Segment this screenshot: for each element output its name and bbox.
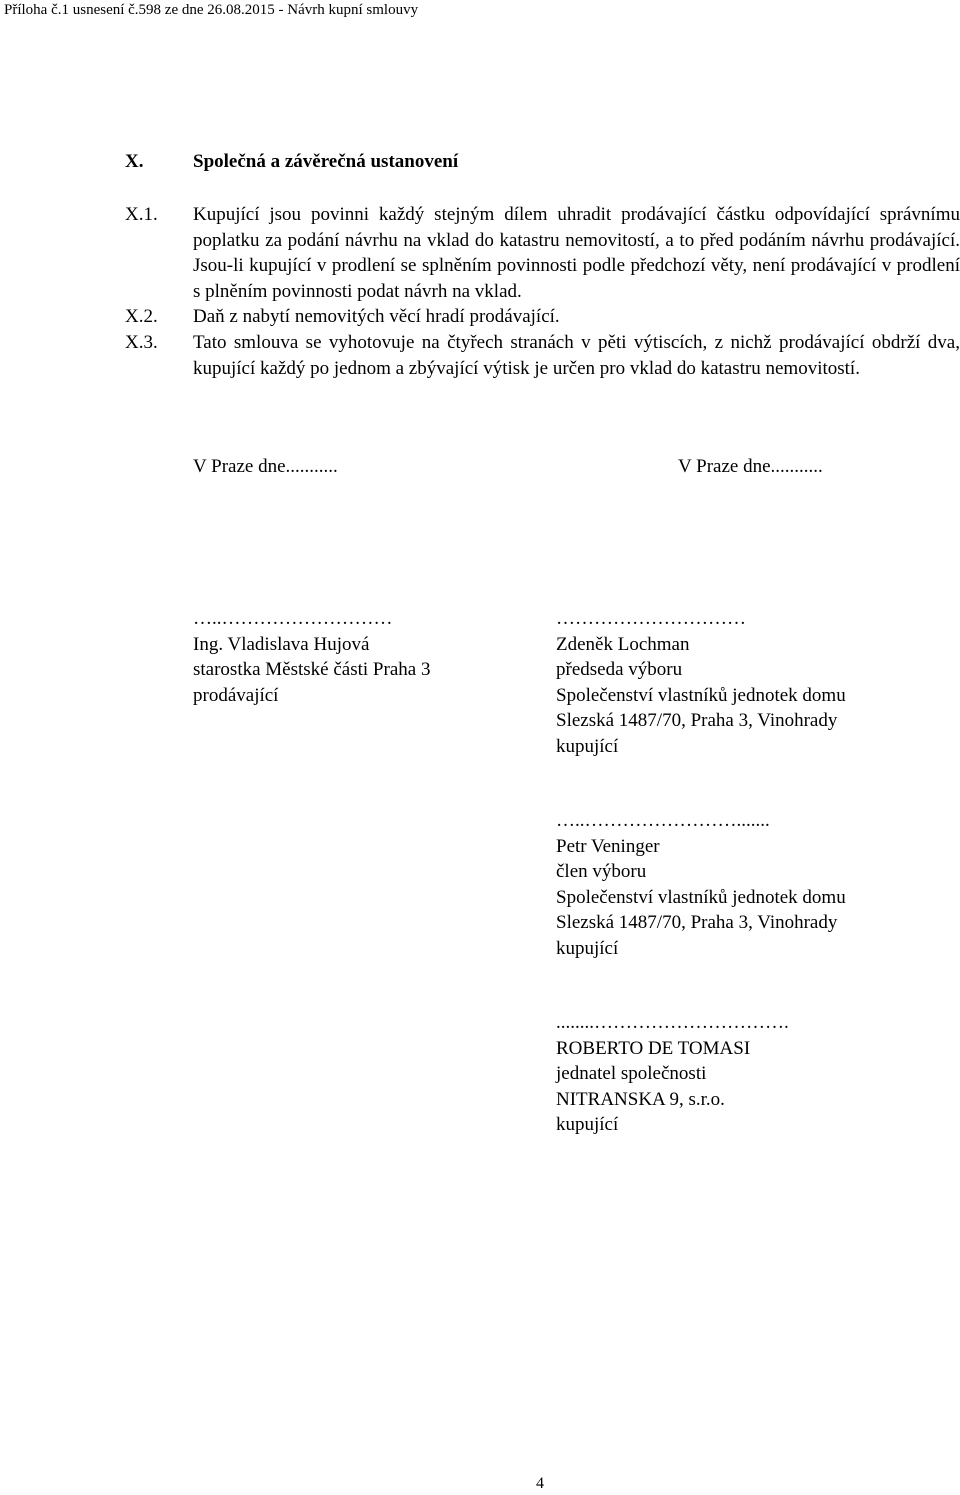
clause-number: X.2.: [125, 306, 158, 327]
signatory-role: předseda výboru: [556, 659, 683, 680]
signatory-role: starostka Městské části Praha 3: [193, 659, 431, 680]
place-date-buyers: V Praze dne...........: [678, 456, 823, 477]
signatory-organization: Společenství vlastníků jednotek domu: [556, 886, 846, 908]
signature-line: …………………………: [556, 608, 746, 629]
clause-text: Tato smlouva se vyhotovuje na čtyřech stranách v pěti výtiscích, z nichž prodávající obdrží dva, kupující každý po jednom a zbývající výtisk je určen pro vklad do katastru nemovitostí.: [193, 332, 960, 379]
signature-line: …..…………………….......: [556, 810, 770, 831]
signatory-address: Slezská 1487/70, Praha 3, Vinohrady: [556, 912, 838, 933]
signatory-address: Slezská 1487/70, Praha 3, Vinohrady: [556, 710, 838, 731]
signatory-name: Petr Veninger: [556, 835, 660, 857]
clause-text: Daň z nabytí nemovitých věcí hradí prodávající.: [193, 306, 560, 327]
signatory-party: kupující: [556, 1114, 619, 1135]
signature-block-buyer-2: [556, 808, 846, 961]
document-header-note: Příloha č.1 usnesení č.598 ze dne 26.08.2015 - Návrh kupní smlouvy: [4, 2, 419, 18]
signatory-organization: NITRANSKA 9, s.r.o.: [556, 1088, 725, 1110]
signature-block-seller: [193, 606, 430, 708]
signatory-name: Ing. Vladislava Hujová: [193, 633, 370, 655]
section-title: Společná a závěrečná ustanovení: [193, 151, 459, 172]
signatory-role: člen výboru: [556, 861, 647, 882]
signature-line: …..………………………: [193, 608, 393, 629]
signatory-name: Zdeněk Lochman: [556, 633, 690, 655]
clause-number: X.1.: [125, 204, 158, 225]
signature-block-buyer-1: [556, 606, 846, 759]
signatory-name: ROBERTO DE TOMASI: [556, 1037, 751, 1059]
signature-line: ........………………………….: [556, 1012, 789, 1033]
signature-block-buyer-3: [556, 1010, 789, 1138]
place-date-seller: V Praze dne...........: [193, 456, 338, 477]
signatory-party: prodávající: [193, 684, 279, 706]
section-number: X.: [125, 151, 144, 172]
clause-text: Kupující jsou povinni každý stejným dílem uhradit prodávající částku odpovídající správnímu poplatku za podání návrhu na vklad do katastru nemovitostí, a to před podáním návrhu prodávající. Jsou-li kupující v prodlení se splněním povinnosti podle předchozí věty, není prodávající v prodlení s plněním povinnosti podat návrh na vklad.: [193, 204, 960, 302]
page-number: 4: [536, 1475, 544, 1492]
signatory-organization: Společenství vlastníků jednotek domu: [556, 684, 846, 706]
clause-number: X.3.: [125, 332, 158, 353]
signatory-role: jednatel společnosti: [556, 1063, 707, 1084]
signatory-party: kupující: [556, 937, 619, 959]
signatory-party: kupující: [556, 735, 619, 757]
